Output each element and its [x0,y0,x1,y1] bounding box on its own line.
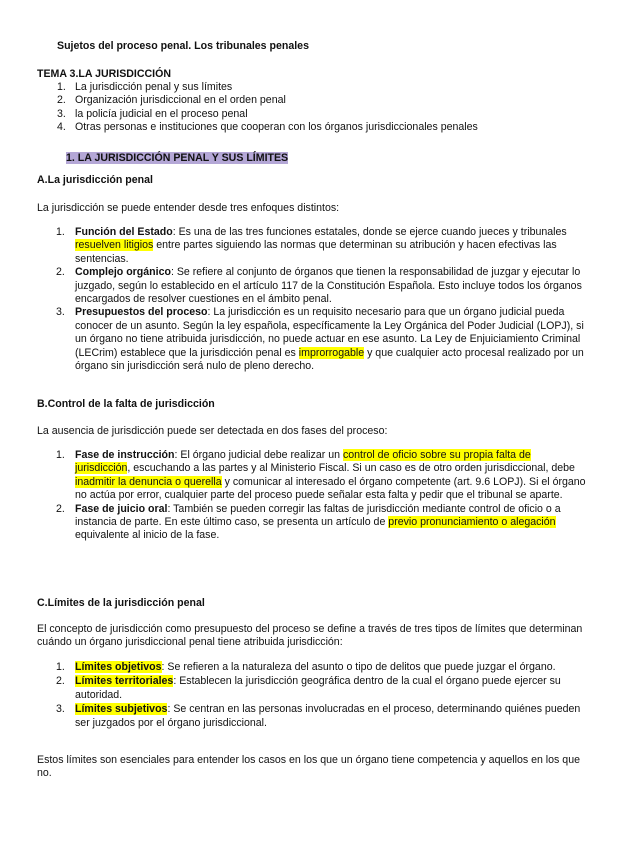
toc-item: 1. La jurisdicción penal y sus límites [57,81,233,93]
section-b-intro: La ausencia de jurisdicción puede ser detectada en dos fases del proceso: [37,425,388,437]
table-of-contents [37,81,597,135]
section-c-title: C.Límites de la jurisdicción penal [37,597,205,609]
toc-item: 3. la policía judicial en el proceso penal [57,107,248,120]
section-c-closing: Estos límites son esenciales para entender los casos en los que un órgano tiene competencia y aquellos en los que no. [37,754,580,780]
section-a-title: A.La jurisdicción penal [37,174,153,186]
list-item: 3. Límites subjetivos: Se centran en las personas involucradas en el proceso, determinando quiénes pueden ser juzgados por el órgano jurisdiccional. [56,703,581,729]
list-item: 3. Presupuestos del proceso: La jurisdicción es un requisito necesario para que un órgano judicial pueda conocer de un asunto. Según la ley española, específicamente la Ley Orgánica del Poder Judicial (LOPJ), si un órgano no tiene atribuida jurisdicción, no puede actuar en ese asunto. La Ley de Enjuiciamiento Criminal (LECrim) establece que la jurisdicción penal es improrrogable y que cualquier acto procesal realizado por un órgano sin jurisdicción será nulo de pleno derecho. [56,306,584,373]
list-item: 1. Límites objetivos: Se refieren a la naturaleza del asunto o tipo de delitos que puede juzgar el órgano. [56,661,556,673]
list-item: 2. Complejo orgánico: Se refiere al conjunto de órganos que tienen la responsabilidad de juzgar y ejecutar lo juzgado, según lo establecido en el artículo 117 de la Constitución Española. Esto incluye todos los órganos encargados de resolver cuestiones en el ámbito penal. [56,266,582,306]
document-title: Sujetos del proceso penal. Los tribunales penales [57,40,309,52]
list-item: 2. Límites territoriales: Establecen la jurisdicción geográfica dentro de la cual el órgano puede ejercer su autoridad. [56,675,561,701]
section-c-list [37,661,587,730]
toc-item: 2. Organización jurisdiccional en el orden penal [57,94,286,107]
list-item: 1. Fase de instrucción: El órgano judicial debe realizar un control de oficio sobre su propia falta de jurisdicción, escuchando a las partes y al Ministerio Fiscal. Si un caso es de otro orden jurisdiccional, debe inadmitir la denuncia o querella y comunicar al interesado el órgano competente (art. 9.6 LOPJ). Si el órgano no actúa por error, cualquier parte del proceso puede señalar esta falta y pedir que el tribunal se aparte. [56,449,586,502]
section-a-list [37,226,587,373]
section-a-intro: La jurisdicción se puede entender desde tres enfoques distintos: [37,202,340,214]
list-item: 1. Función del Estado: Es una de las tres funciones estatales, donde se ejerce cuando jueces y tribunales resuelven litigios entre partes siguiendo las normas que determinan su atribución y hacen efectivas las sentencias. [56,226,567,265]
section-1-heading: 1. LA JURISDICCIÓN PENAL Y SUS LÍMITES [66,152,289,164]
section-b-title: B.Control de la falta de jurisdicción [37,398,215,410]
list-item: 2. Fase de juicio oral: También se pueden corregir las faltas de jurisdicción mediante control de oficio o a instancia de parte. En este último caso, se presenta un artículo de previo pronunciamiento o alegación equivalente al inicio de la fase. [56,502,561,542]
tema-title: TEMA 3.LA JURISDICCIÓN [37,68,171,80]
section-c-intro: El concepto de jurisdicción como presupuesto del proceso se define a través de tres tipos de límites que determinan cuándo un órgano jurisdiccional penal tiene atribuida jurisdicción: [37,623,583,649]
section-b-list [37,449,587,543]
toc-item: 4. Otras personas e instituciones que cooperan con los órganos jurisdiccionales penales [57,121,478,134]
